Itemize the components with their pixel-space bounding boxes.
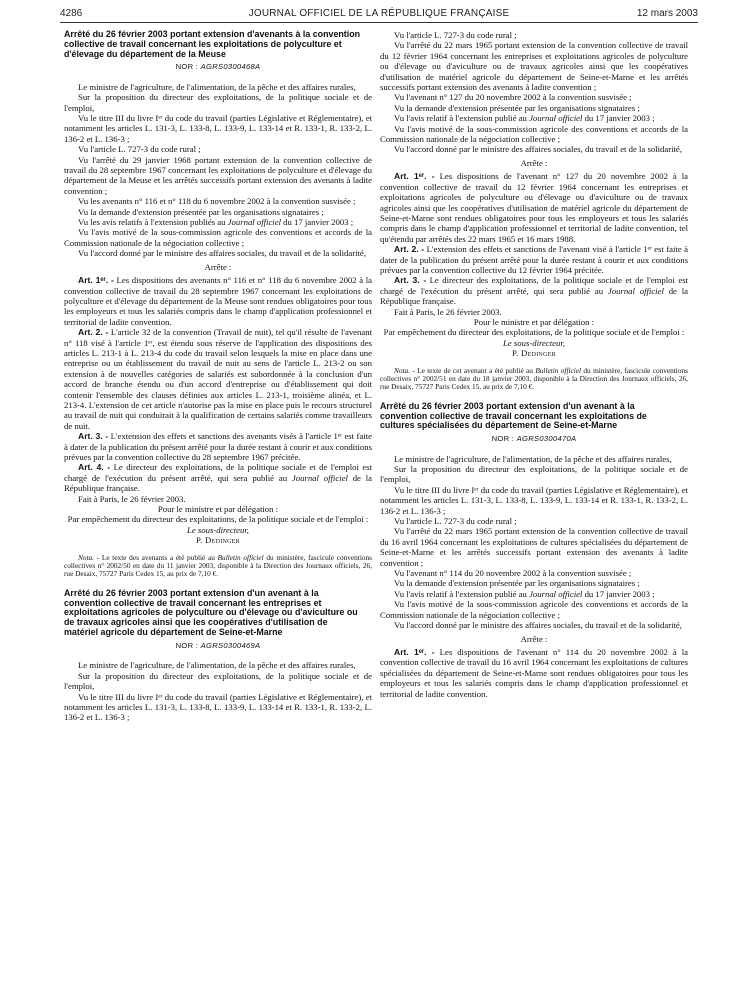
nor-reference: NOR : AGRS0300468A [175,62,261,72]
paragraph: Vu l'article L. 727-3 du code rural ; [394,30,517,40]
paragraph: Vu l'arrêté du 29 janvier 1968 portant extension de la convention collective de travail du 28 septembre 1967 concernant les exploitations de polyculture et d'élevage du département de la Meuse et les arrêtés successifs portant extension des avenants à ladite convention ; [64,154,372,196]
nota: Nota. - Le texte des avenants a été publié au Bulletin officiel du ministère, fascicule conventions collectives n° 2002/50 en date du 11 janvier 2003, disponible à la Direction des Journaux officiels, 26, rue Desaix, 75727 Paris Cedex 15, au prix de 7,10 €. [64,552,372,579]
paragraph: Vu l'avenant n° 127 du 20 novembre 2002 à la convention susvisée ; [394,92,632,103]
issue-date: 12 mars 2003 [636,8,698,19]
left-column [64,30,372,723]
paragraph: Sur la proposition du directeur des exploitations, de la politique sociale et de l'emploi, [64,670,372,692]
signature-line: Par empêchement du directeur des exploitations, de la politique sociale et de l'emploi : [383,327,685,338]
arrete-heading: Arrête : [520,633,548,644]
article: Art. 3. - Le directeur des exploitations, de la politique sociale et de l'emploi est chargé de l'exécution du présent arrêté, qui sera publié au Journal officiel de la République française. [380,275,688,307]
paragraph: Vu l'accord donné par le ministre des affaires sociales, du travail et de la solidarité, [78,248,366,259]
paragraph: Vu la demande d'extension présentée par les organisations signataires ; [394,578,640,589]
arrete-heading: Arrête : [204,261,232,272]
paragraph: Vu l'accord donné par le ministre des affaires sociales, du travail et de la solidarité, [394,620,682,631]
page-header [60,6,698,22]
nota: Nota. - Le texte de cet avenant a été publié au Bulletin officiel du ministère, fascicule conventions collectives n° 2002/51 en date du 18 janvier 2003, disponible à la Direction des Journaux officiels, 26, rue Desaix, 75727 Paris Cedex 15, au prix de 7,10 €. [380,365,688,392]
article: Art. 1ᵉʳ. - Les dispositions de l'avenant n° 114 du 20 novembre 2002 à la convention collective de travail du 16 avril 1964 concernant les exploitations de cultures spécialisées du département de Seine-et-Marne sont rendues obligatoires pour tous les employeurs et tous les salariés compris dans le champ d'application professionnel et territorial de ladite convention. [380,646,688,699]
paragraph: Vu les avis relatifs à l'extension publiés au Journal officiel du 17 janvier 2003 ; [78,217,354,228]
paragraph: Sur la proposition du directeur des exploitations, de la politique sociale et de l'emploi, [380,464,688,485]
paragraph: Vu le titre III du livre Iᵉʳ du code du travail (parties Législative et Réglementaire), et notamment les articles L. 131-3, L. 133-8, L. 133-9, L. 133-14 et R. 133-1, R. 133-2, L. 136-2 et L. 136-3 ; [380,484,688,516]
paragraph: Vu l'arrêté du 22 mars 1965 portant extension de la convention collective de travail du 12 février 1964 concernant les entreprises et exploitations agricoles de polyculture ou d'élevage ou d'aviculture ou de travaux agricoles ainsi que les coopératives d'utilisation de matériel agricole du département de Seine-et-Marne et les arrêtés successifs portant extension des avenants à ladite convention ; [380,40,688,93]
signature-line: Pour le ministre et par délégation : [157,504,279,515]
paragraph: Vu l'avis relatif à l'extension publié au Journal officiel du 17 janvier 2003 ; [394,588,655,599]
paragraph: Vu l'accord donné par le ministre des affaires sociales, du travail et de la solidarité, [394,144,682,155]
paragraph: Vu l'avis motivé de la sous-commission agricole des conventions et accords de la Commission nationale de la négociation collective ; [380,123,688,145]
header-rule [60,22,698,23]
signatory-name: P. Dedinger [195,535,241,546]
article: Art. 4. - Le directeur des exploitations, de la politique sociale et de l'emploi est chargé de l'exécution du présent arrêté, qui sera publié au Journal officiel de la République française. [64,462,372,494]
nor-reference: NOR : AGRS0300470A [491,434,577,444]
journal-title: JOURNAL OFFICIEL DE LA RÉPUBLIQUE FRANÇAISE [248,8,510,19]
paragraph: Vu l'avis motivé de la sous-commission agricole des conventions et accords de la Commission nationale de la négociation collective ; [380,599,688,620]
paragraph: Vu la demande d'extension présentée par les organisations signataires ; [394,102,640,113]
paragraph: Vu l'avis motivé de la sous-commission agricole des conventions et accords de la Commission nationale de la négociation collective ; [64,227,372,248]
right-column [380,30,688,699]
paragraph: Vu l'avenant n° 114 du 20 novembre 2002 à la convention susvisée ; [394,568,632,579]
paragraph: Vu l'avis relatif à l'extension publié au Journal officiel du 17 janvier 2003 ; [394,113,655,124]
signature-line: Par empêchement du directeur des exploitations, de la politique sociale et de l'emploi : [67,514,369,525]
article: Art. 2. - L'article 32 de la convention (Travail de nuit), tel qu'il résulte de l'avenant n° 118 visé à l'article 1ᵉʳ, est étendu sous réserve de l'application des dispositions des articles L. 213-1 à L. 213-4 du code du travail selon lesquels la mise en place dans une entreprise ou un établissement du travail de nuit au sens de l'article L. 213-2 ou son extension à de nouvelles catégories de salariés est subordonnée à la conclusion d'un accord de branche étendu ou d'un accord d'entreprise ou d'établissement qui doit contenir l'ensemble des clauses définies aux articles L. 213-1, troisième alinéa, et L. 213-4. L'extension de cet article n'autorise pas la mise en place puis le recours structurel au travail de nuit qui conduirait à la qualification de certains salariés comme travailleurs de nuit. [64,327,372,431]
paragraph: Vu l'arrêté du 22 mars 1965 portant extension de la convention collective de travail du 16 avril 1964 concernant les exploitations de cultures spécialisées du département de Seine-et-Marne et les arrêtés successifs portant extension des avenants à ladite convention ; [380,526,688,568]
signatory-name: P. Dedinger [511,348,557,359]
page-number: 4286 [60,8,83,19]
signature-line: Le sous-directeur, [187,524,249,535]
nor-reference: NOR : AGRS0300469A [175,640,261,650]
signature-line: Le sous-directeur, [503,337,565,348]
article: Art. 1ᵉʳ. - Les dispositions des avenants n° 116 et n° 118 du 6 novembre 2002 à la convention collective de travail du 28 septembre 1967 concernant les exploitations de polyculture et d'élevage du département de la Meuse sont rendues obligatoires pour tous les employeurs et tous les salariés compris dans le champ d'application professionnel et territorial de ladite convention. [64,275,372,327]
decree-title: Arrêté du 26 février 2003 portant extension d'un avenant à la convention collective de travail concernant les exploitations de cultures spécialisées du département de Seine-et-Marne [380,400,647,431]
paragraph: Le ministre de l'agriculture, de l'alimentation, de la pêche et des affaires rurales, [78,660,356,671]
paragraph: Sur la proposition du directeur des exploitations, de la politique sociale et de l'emploi, [64,92,372,113]
paragraph: Vu le titre III du livre Iᵉʳ du code du travail (parties Législative et Réglementaire), et notamment les articles L. 131-3, L. 133-8, L. 133-9, L. 133-14 et R. 133-1, R. 133-2, L. 136-2 et L. 136-3 ; [64,691,372,723]
paragraph: Le ministre de l'agriculture, de l'alimentation, de la pêche et des affaires rurales, [78,81,356,92]
article: Art. 2. - L'extension des effets et sanctions de l'avenant visé à l'article 1ᵉʳ est faite à dater de la publication du présent arrêté pour la durée restant à courir et aux conditions prévues par la convention collective du 12 février 1964 précitée. [380,244,688,275]
article: Art. 3. - L'extension des effets et sanctions des avenants visés à l'article 1ᵉʳ est faite à dater de la publication du présent arrêté pour la durée restant à courir et aux conditions prévues par la convention collective du 28 septembre 1967 précitée. [64,431,372,463]
article: Art. 1ᵉʳ. - Les dispositions de l'avenant n° 127 du 20 novembre 2002 à la convention collective de travail du 12 février 1964 concernant les entreprises et exploitations agricoles de polyculture ou d'élevage ou d'aviculture ou de travaux agricoles ainsi que les coopératives d'utilisation de matériel agricole du département de Seine-et-Marne sont rendues obligatoires pour tous les employeurs et tous les salariés compris dans le champ d'application professionnel et territorial de ladite convention, tel qu'étendu par arrêtés des 22 mars 1965 et 16 mars 1988. [380,171,688,244]
paragraph: Vu l'article L. 727-3 du code rural ; [78,144,201,155]
decree-title: Arrêté du 26 février 2003 portant extension d'un avenant à la convention collective de travail concernant les entreprises et exploitations agricoles de polyculture ou d'élevage ou d'aviculture ou de travaux agricoles ainsi que les coopératives d'utilisation de matériel agricole du département de Seine-et-Marne [64,587,358,638]
paragraph: Vu le titre III du livre Iᵉʳ du code du travail (parties Législative et Réglementaire), et notamment les articles L. 131-3, L. 133-8, L. 133-9, L. 133-14 et R. 133-1, R. 133-2, L. 136-2 et L. 136-3 ; [64,113,372,144]
paragraph: Vu les avenants n° 116 et n° 118 du 6 novembre 2002 à la convention susvisée ; [78,196,356,207]
signing-place-date: Fait à Paris, le 26 février 2003. [78,493,186,504]
paragraph: Vu la demande d'extension présentée par les organisations signataires ; [78,206,324,217]
paragraph: Vu l'article L. 727-3 du code rural ; [394,516,517,527]
paragraph: Le ministre de l'agriculture, de l'alimentation, de la pêche et des affaires rurales, [394,453,672,464]
decree-title: Arrêté du 26 février 2003 portant extension d'avenants à la convention collective de travail concernant les exploitations de polyculture et d'élevage du département de la Meuse [64,29,361,59]
signature-line: Pour le ministre et par délégation : [473,316,595,327]
arrete-heading: Arrête : [520,157,548,168]
signing-place-date: Fait à Paris, le 26 février 2003. [394,306,502,317]
